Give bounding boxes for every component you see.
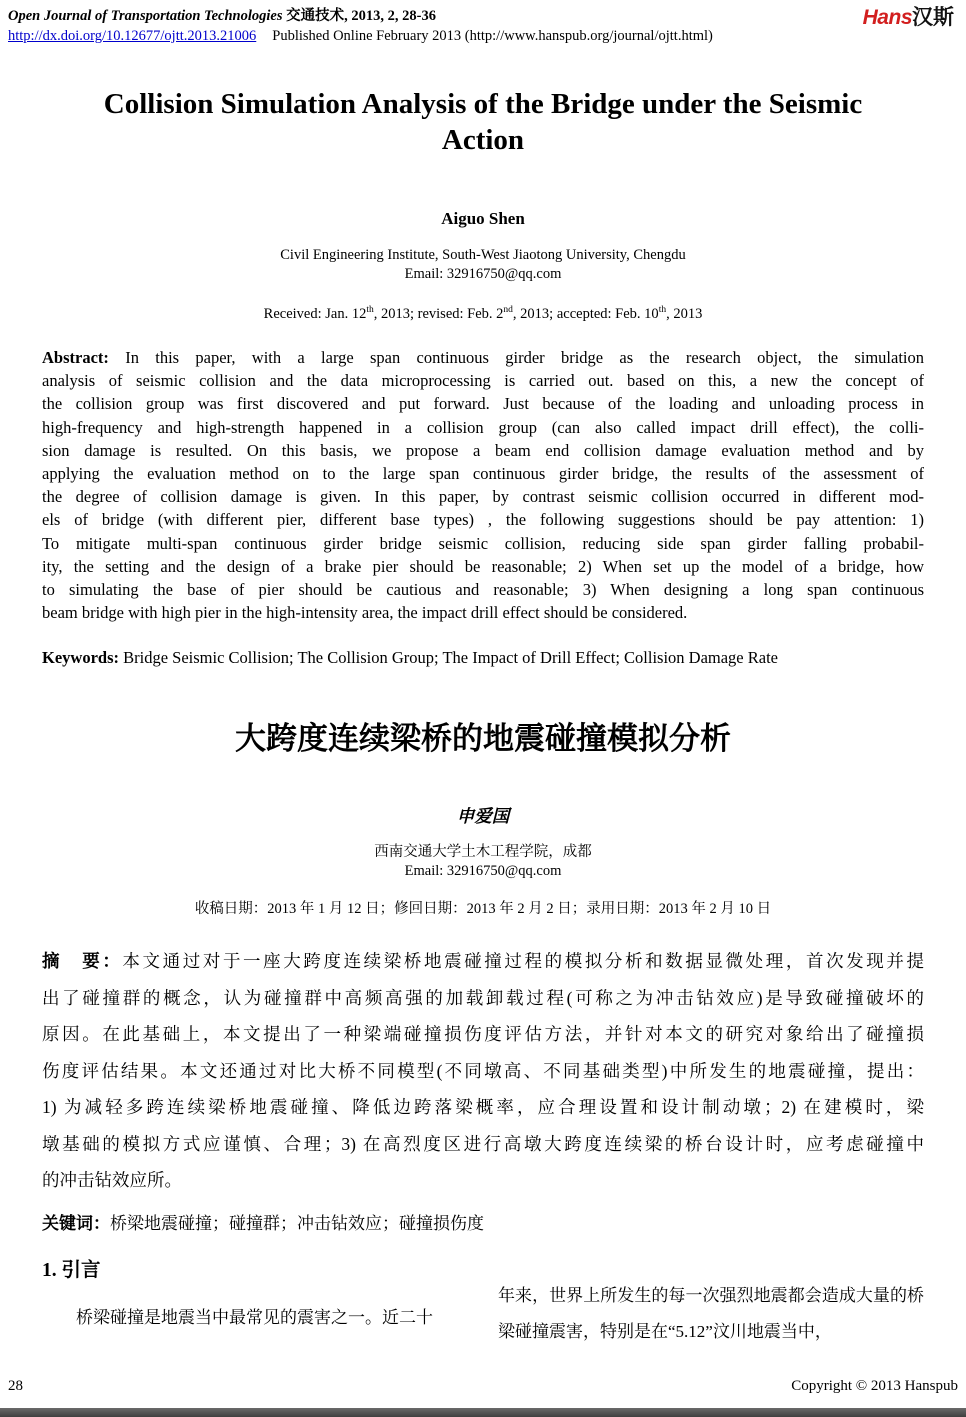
abstract-label-en: Abstract:	[42, 348, 109, 367]
keywords-text-zh: 桥梁地震碰撞；碰撞群；冲击钻效应；碰撞损伤度	[110, 1213, 484, 1233]
received-dates-zh: 收稿日期：2013 年 1 月 12 日；修回日期：2013 年 2 月 2 日；录用日期：2013 年 2 月 10 日	[194, 901, 772, 918]
journal-header	[8, 6, 958, 46]
abstract-line: applying the evaluation method on to the large span continuous girder bridge, the results of the assessment of	[42, 464, 924, 484]
abstract-line: analysis of seismic collision and the data microprocessing is carried out. based on this, a new the concept of	[42, 371, 924, 391]
page-number: 28	[8, 1378, 23, 1394]
abstract-line	[42, 346, 924, 369]
received-part: , 2013	[666, 306, 703, 322]
abstract-line: 伤度评估结果。本文还通过对比大桥不同模型(不同墩高、不同基础类型)中所发生的地震碰撞，提出：	[42, 1060, 924, 1081]
journal-title-line	[8, 6, 713, 26]
abstract-text: 本文通过对于一座大跨度连续梁桥地震碰撞过程的模拟分析和数据显微处理，首次发现并提	[122, 951, 925, 972]
abstract-line: the collision group was first discovered and put forward. Just because of the loading and unloading process in	[42, 394, 924, 414]
ordinal-suffix: th	[366, 305, 374, 316]
intro-paragraph-right: 年来，世界上所发生的每一次强烈地震都会造成大量的桥梁碰撞震害，特别是在“5.12”汶川地震当中，	[498, 1285, 924, 1341]
ordinal-suffix: nd	[503, 305, 513, 316]
hans-logo-latin: Hans	[862, 6, 912, 29]
published-online-text: Published Online February 2013 (http://www.hanspub.org/journal/ojtt.html)	[272, 28, 713, 44]
left-column	[42, 1252, 468, 1350]
copyright-text: Copyright © 2013 Hanspub	[791, 1378, 958, 1394]
received-part: Received: Jan. 12	[263, 306, 367, 322]
paper-content	[8, 86, 958, 1350]
keywords-text-en: Bridge Seismic Collision; The Collision Group; The Impact of Drill Effect; Collision Damage Rate	[123, 648, 778, 668]
hans-logo-cjk: 汉斯	[912, 6, 954, 29]
abstract-line: To mitigate multi-span continuous girder bridge seismic collision, reducing side span girder falling probabil-	[42, 533, 924, 553]
abstract-en	[42, 346, 924, 624]
abstract-line: 出了碰撞群的概念，认为碰撞群中高频高强的加载卸载过程(可称之为冲击钻效应)是导致碰撞破坏的	[42, 987, 924, 1008]
received-part: , 2013; accepted: Feb. 10	[512, 306, 659, 322]
abstract-line	[42, 943, 924, 980]
journal-name: Open Journal of Transportation Technologies	[8, 8, 283, 24]
keywords-en	[42, 647, 924, 669]
abstract-line: 原因。在此基础上，本文提出了一种梁端碰撞损伤度评估方法，并针对本文的研究对象给出了碰撞损	[42, 1024, 924, 1045]
bottom-bar	[0, 1408, 966, 1417]
received-dates-line	[42, 304, 924, 324]
keywords-label-zh: 关键词：	[42, 1213, 110, 1233]
abstract-text: In this paper, with a large span continuous girder bridge as the research object, the simulation	[125, 348, 924, 367]
abstract-zh	[42, 943, 924, 1199]
english-section	[42, 86, 924, 669]
journal-header-text	[8, 6, 713, 46]
abstract-line: the degree of collision damage is given. In this paper, by contrast seismic collision occurred in different mod-	[42, 487, 924, 507]
abstract-label-zh: 摘 要：	[42, 951, 123, 972]
page-footer	[8, 1378, 958, 1395]
abstract-line: els of bridge (with different pier, different base types) , the following suggestions should be pay attention: 1)	[42, 510, 924, 530]
abstract-line: 的冲击钻效应所。	[42, 1170, 182, 1191]
paper-title-en: Collision Simulation Analysis of the Bridge under the Seismic Action	[103, 88, 863, 156]
email-zh: Email: 32916750@qq.com	[404, 863, 562, 880]
email-en: Email: 32916750@qq.com	[404, 266, 562, 282]
abstract-line: beam bridge with high pier in the high-intensity area, the impact drill effect should be considered.	[42, 603, 688, 623]
keywords-zh	[42, 1212, 924, 1236]
intro-paragraph-left: 桥梁碰撞是地震当中最常见的震害之一。近二十	[76, 1307, 433, 1327]
abstract-line: ity, the setting and the design of a brake pier should be reasonable; 2) When set up the model of a bridge, how	[42, 556, 924, 576]
hans-logo	[863, 6, 958, 29]
right-column	[498, 1252, 924, 1350]
affiliation-zh: 西南交通大学土木工程学院，成都	[374, 844, 592, 861]
paper-title-zh: 大跨度连续梁桥的地震碰撞模拟分析	[235, 721, 731, 757]
abstract-line: 墩基础的模拟方式应谨慎、合理；3) 在高烈度区进行高墩大跨度连续梁的桥台设计时，应考虑碰撞中	[42, 1133, 924, 1154]
abstract-line: high-frequency and high-strength happened in a collision group (can also called impact drill effect), the colli-	[42, 417, 924, 437]
doi-line	[8, 26, 713, 46]
abstract-line: 1) 为减轻多跨连续梁桥地震碰撞、降低边跨落梁概率，应合理设置和设计制动墩；2) 在建模时，梁	[42, 1097, 924, 1118]
author-name-zh: 申爱国	[456, 806, 510, 827]
author-name-en: Aiguo Shen	[441, 209, 525, 228]
affiliation-en: Civil Engineering Institute, South-West Jiaotong University, Chengdu	[280, 247, 686, 263]
received-part: , 2013; revised: Feb. 2	[373, 306, 504, 322]
abstract-line: sion damage is resulted. On this basis, we propose a beam end collision damage evaluation method and by	[42, 440, 924, 460]
keywords-label-en: Keywords:	[42, 648, 119, 668]
ordinal-suffix: th	[658, 305, 667, 316]
abstract-line: to simulating the base of pier should be cautious and reasonable; 3) When designing a long span continuous	[42, 580, 924, 600]
doi-link[interactable]: http://dx.doi.org/10.12677/ojtt.2013.21006	[8, 28, 257, 44]
intro-section	[42, 1252, 924, 1350]
section-1-heading: 1. 引言	[42, 1259, 101, 1281]
chinese-section	[42, 719, 924, 1236]
journal-issue-info: 交通技术, 2013, 2, 28-36	[282, 8, 436, 24]
